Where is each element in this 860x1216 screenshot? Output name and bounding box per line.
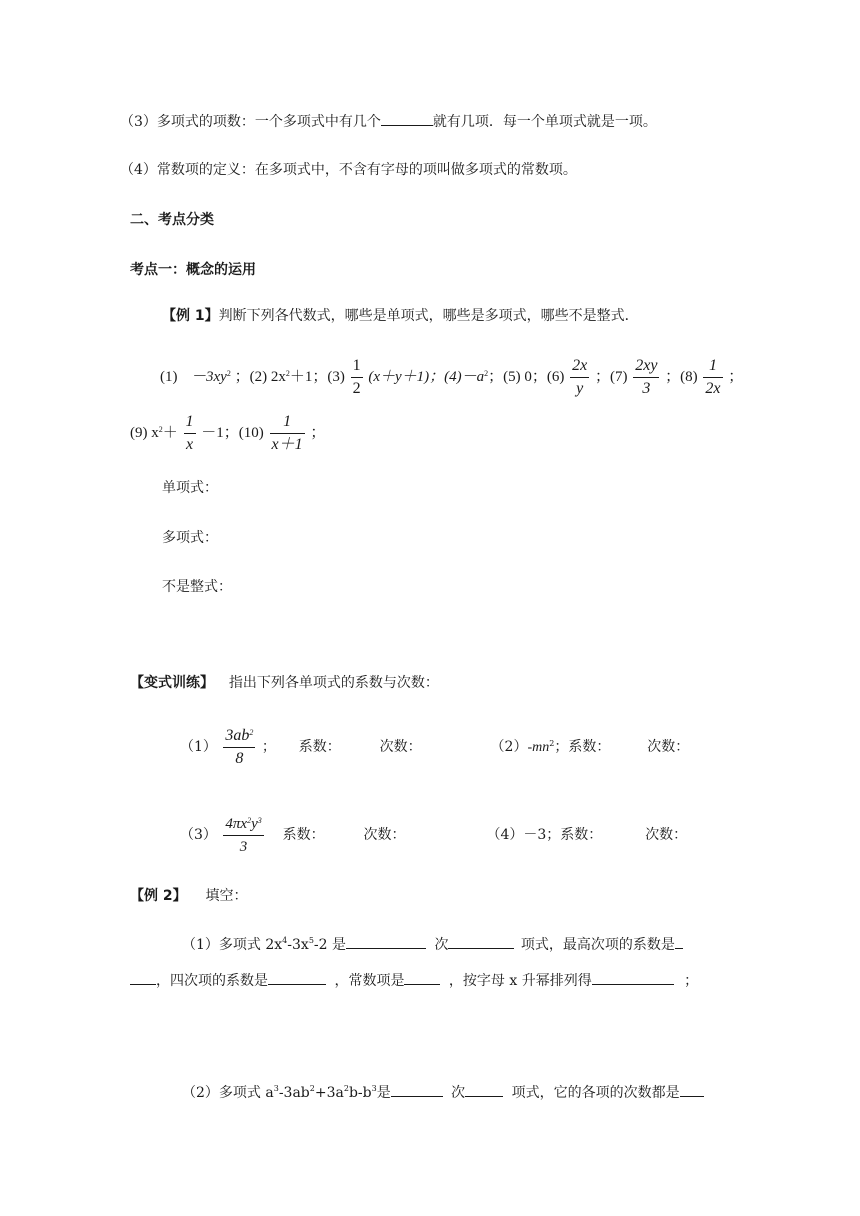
q2-expr: -mn	[527, 740, 550, 755]
blank-p1-quartic-coef[interactable]	[268, 970, 326, 985]
p2-text-c: +3a	[314, 1085, 344, 1101]
example-1-heading	[162, 306, 639, 326]
item-4-text: （4）常数项的定义：在多项式中，不含有字母的项叫做多项式的常数项。	[120, 162, 577, 178]
blank-p1-constant[interactable]	[404, 970, 440, 985]
expr-9-tail: －1；(10)	[201, 425, 264, 441]
expr-9-plus: ＋	[162, 425, 178, 441]
example-1-text: 判断下列各代数式，哪些是单项式，哪些是多项式，哪些不是整式．	[218, 308, 639, 324]
example-1-expressions-row1: $(1) -3xy^2$ ；(2) $2x^2+1$；(3) $\frac{1}{2}$ (x＋y＋1)；$(4)-a^2$；(5) 0；(6) $\frac{2x}{y}$ ；(7) $\frac{2xy}{3}$ ；(8) $\frac{1}{2x}$ ；	[160, 354, 743, 400]
expr-8-tail: ；	[728, 369, 744, 385]
expr-2: ；(2) 2x	[234, 369, 286, 385]
item-3-text-b: 就有几项．每一个单项式就是一项。	[432, 114, 657, 130]
blank-p1-leading-coef-b[interactable]	[130, 970, 156, 985]
blank-p1-degree[interactable]	[346, 934, 426, 949]
fraction-3ab2-over-8: $\frac{3ab^2}{8}$	[225, 726, 254, 767]
variant-label: 【变式训练】	[130, 675, 214, 691]
expr-1-value: －3xy	[191, 369, 227, 385]
blank-p1-leading-coef-a[interactable]	[675, 934, 683, 949]
example-2-text: 填空：	[205, 888, 248, 904]
p1-text-b: -3x	[287, 937, 309, 953]
expr-3-tail: (x＋y＋1)；(4)－a	[368, 369, 485, 385]
fraction-1-over-x-plus-1: $\frac{1}{x+1}$	[271, 413, 303, 454]
q1-tail: ；	[261, 739, 276, 755]
fraction-half: $\frac{1}{2}$	[352, 357, 361, 398]
fraction-2x-over-y: $\frac{2x}{y}$	[572, 357, 588, 398]
fraction-4pix2y3-over-3: $\frac{4\pi x^2y^3}{3}$	[223, 813, 263, 858]
monomial-label: 单项式：	[162, 480, 218, 496]
variant-row-2	[180, 810, 687, 860]
item-3-text-a: （3）多项式的项数：一个多项式中有几个	[120, 114, 381, 130]
blank-p2-terms[interactable]	[465, 1082, 503, 1097]
expr-9: (9) x	[130, 425, 159, 441]
section-2-title: 二、考点分类	[130, 212, 214, 228]
variant-text: 指出下列各单项式的系数与次数：	[228, 675, 439, 691]
p1-text-h: ，按字母 x 升幂排列得	[448, 973, 592, 989]
blank-p1-terms[interactable]	[448, 934, 514, 949]
q4-coefficient-label: （4）－3；系数：	[486, 827, 603, 843]
expr-7-tail: ；(8)	[665, 369, 698, 385]
example-2-problem-1-line-2	[130, 970, 698, 991]
q1-degree-label: 次数：	[379, 739, 422, 755]
q1-label: （1）	[180, 739, 217, 755]
q2-label: （2）	[490, 739, 528, 755]
variant-heading	[130, 673, 439, 693]
example-1-expressions-row2: (9) $x^2+$ $\frac{1}{x}$ －1；(10) $\frac{1}{x+1}$ ；	[130, 410, 325, 456]
q3-coefficient-label: 系数：	[282, 827, 325, 843]
expr-1-label: (1)	[160, 369, 178, 385]
p2-text-d: b-b	[348, 1085, 372, 1101]
p2-text-a: （2）多项式 a	[182, 1085, 274, 1101]
expr-2-tail: ＋1；(3)	[289, 369, 345, 385]
variant-row-1: （1） $\frac{3ab^2}{8}$ ； 系数： 次数： $(2)-mn^2$；系数： 次数：	[180, 722, 689, 773]
q1-coefficient-label: 系数：	[298, 739, 341, 755]
example-1-label: 【例 1】	[162, 308, 219, 324]
blank-p1-ascending[interactable]	[592, 970, 674, 985]
not-integral-label: 不是整式：	[162, 579, 232, 595]
expr-10-tail: ；	[310, 425, 326, 441]
example-2-problem-2: （2）多项式 $a^3-3ab^2+3a^2b-b^3$是 次 项式，它的各项的次数都是	[182, 1082, 704, 1103]
p1-text-f: ，四次项的系数是	[156, 973, 268, 989]
blank-terms[interactable]	[381, 111, 433, 126]
item-4	[120, 160, 577, 180]
p1-text-i: ；	[684, 973, 699, 989]
p1-text-g: ，常数项是	[334, 973, 405, 989]
p1-text-e: 项式，最高次项的系数是	[520, 937, 675, 953]
p1-text-c: -2 是	[313, 937, 346, 953]
expr-4-tail: ；(5) 0；(6)	[488, 369, 565, 385]
fraction-1-over-x: $\frac{1}{x}$	[185, 413, 194, 454]
fraction-1-over-2x: $\frac{1}{2x}$	[705, 357, 721, 398]
q2-coefficient-label: ；系数：	[554, 739, 611, 755]
q4-degree-label: 次数：	[645, 827, 688, 843]
item-3	[120, 111, 657, 132]
example-2-heading	[130, 886, 248, 906]
q2-degree-label: 次数：	[647, 739, 690, 755]
p2-text-g: 项式，它的各项的次数都是	[511, 1085, 680, 1101]
p1-text-d: 次	[434, 937, 449, 953]
example-2-problem-1-line-1: （1）多项式 $2x^4-3x^5-2$ 是 次 项式，最高次项的系数是	[182, 934, 683, 955]
p2-text-b: -3ab	[278, 1085, 310, 1101]
kaodian-1-title: 考点一：概念的运用	[130, 262, 256, 278]
q3-degree-label: 次数：	[363, 827, 406, 843]
blank-p2-each-degree[interactable]	[680, 1082, 704, 1097]
polynomial-label: 多项式：	[162, 530, 218, 546]
p2-text-f: 次	[451, 1085, 466, 1101]
p2-text-e: 是	[376, 1085, 391, 1101]
p1-text-a: （1）多项式 2x	[182, 937, 283, 953]
blank-p2-degree[interactable]	[391, 1082, 443, 1097]
q3-label: （3）	[180, 827, 217, 843]
example-2-label: 【例 2】	[130, 888, 187, 904]
expr-6-tail: ；(7)	[594, 369, 628, 385]
fraction-2xy-over-3: $\frac{2xy}{3}$	[635, 357, 658, 398]
